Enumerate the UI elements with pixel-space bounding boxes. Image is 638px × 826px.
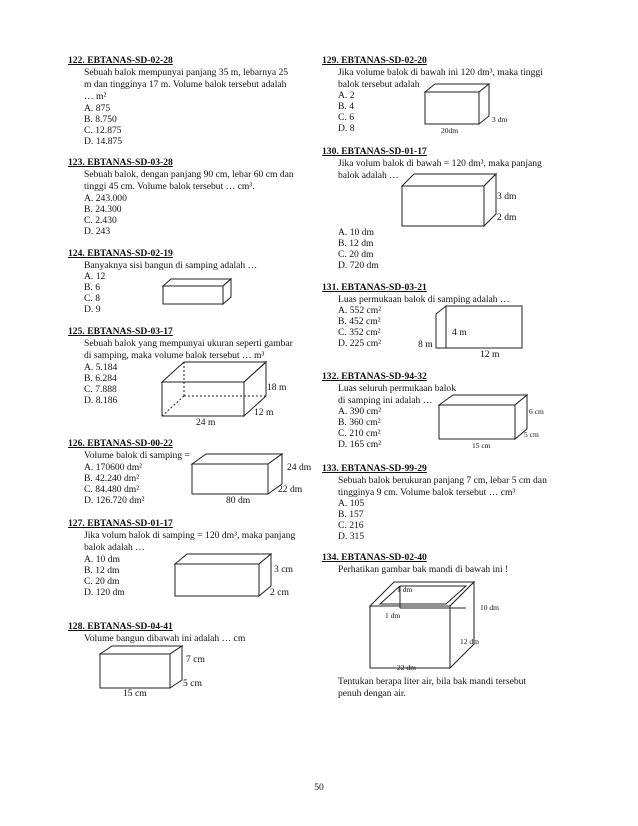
q126-option: C. 84.480 dm² — [84, 484, 140, 495]
page-number: 50 — [314, 782, 324, 793]
q125-option: A. 5.184 — [84, 362, 118, 373]
q131-length-label: 12 m — [480, 349, 500, 360]
q127-heading: 127. EBTANAS-SD-01-17 — [68, 518, 173, 529]
q130-option: A. 10 dm — [338, 227, 374, 238]
q133-option: D. 315 — [338, 531, 365, 542]
q128-length-label: 15 cm — [123, 688, 147, 699]
q130-option: B. 12 dm — [338, 238, 374, 249]
q123-option: C. 2.430 — [84, 215, 117, 226]
q131-option: C. 352 cm² — [338, 327, 381, 338]
q129-option: C. 6 — [338, 112, 354, 123]
q130-option: C. 20 dm — [338, 249, 374, 260]
q131-width-label: 8 m — [418, 339, 433, 350]
q132-option: D. 165 cm² — [338, 439, 382, 450]
cuboid-figure-q131 — [434, 304, 524, 350]
q133-option: A. 105 — [338, 498, 365, 509]
q124-option: D. 9 — [84, 304, 101, 315]
q127-option: C. 20 dm — [84, 576, 120, 587]
q134-line: penuh dengan air. — [338, 688, 406, 699]
q126-width-label: 22 dm — [278, 484, 303, 495]
q124-heading: 124. EBTANAS-SD-02-19 — [68, 248, 173, 259]
q133-heading: 133. EBTANAS-SD-99-29 — [322, 463, 427, 474]
q123-option: B. 24.300 — [84, 204, 122, 215]
q128-width-label: 5 cm — [183, 678, 202, 689]
q123-option: A. 243.000 — [84, 193, 127, 204]
q123-line: tinggi 45 cm. Volume balok tersebut … cm³. — [84, 181, 255, 192]
q126-length-label: 80 dm — [226, 495, 251, 506]
q125-length-label: 24 m — [196, 417, 216, 428]
q131-line: Luas permukaan balok di samping adalah … — [338, 294, 510, 305]
q122-option: D. 14.875 — [84, 136, 123, 147]
q126-heading: 126. EBTANAS-SD-00-22 — [68, 438, 173, 449]
q126-line: Volume balok di samping = — [84, 450, 190, 461]
q127-line: balok adalah … — [84, 542, 145, 553]
q129-length-label: 20dm — [441, 126, 459, 135]
q129-heading: 129. EBTANAS-SD-02-20 — [322, 55, 427, 66]
q130-option: D. 720 dm — [338, 260, 379, 271]
q132-line: di samping ini adalah … — [338, 395, 433, 406]
q133-option: C. 216 — [338, 520, 364, 531]
q132-height-label: 6 cm — [529, 407, 544, 416]
q133-option: B. 157 — [338, 509, 364, 520]
q126-height-label: 24 dm — [287, 462, 312, 473]
q133-line: tingginya 9 cm. Volume balok tersebut … cm³ — [338, 487, 516, 498]
q131-option: B. 452 cm² — [338, 316, 381, 327]
q129-option: B. 4 — [338, 101, 354, 112]
q127-option: B. 12 dm — [84, 565, 120, 576]
q132-heading: 132. EBTANAS-SD-94-32 — [322, 371, 427, 382]
q132-option: B. 360 cm² — [338, 417, 381, 428]
q125-line: di samping, maka volume balok tersebut … m³ — [84, 350, 265, 361]
q132-option: A. 390 cm² — [338, 406, 382, 417]
q130-heading: 130. EBTANAS-SD-01-17 — [322, 146, 427, 157]
q123-heading: 123. EBTANAS-SD-03-28 — [68, 157, 173, 168]
q131-heading: 131. EBTANAS-SD-03-21 — [322, 282, 427, 293]
q134-length-label: 22 dm — [397, 663, 416, 672]
q128-height-label: 7 cm — [186, 654, 205, 665]
q125-option: C. 7.888 — [84, 384, 117, 395]
q131-height-label: 4 m — [452, 327, 467, 338]
q129-option: D. 8 — [338, 123, 355, 134]
q132-length-label: 15 cm — [472, 441, 491, 450]
q126-option: B. 42.240 dm² — [84, 473, 140, 484]
q125-height-label: 18 m — [267, 382, 287, 393]
cuboid-figure-q127 — [173, 552, 273, 598]
q122-line: Sebuah balok mempunyai panjang 35 m, lebarnya 25 — [84, 67, 289, 78]
q130-height-label: 3 dm — [497, 191, 517, 202]
q126-option: D. 126.720 dm² — [84, 495, 145, 506]
q128-line: Volume bangun dibawah ini adalah … cm — [84, 633, 246, 644]
q125-option: B. 6.284 — [84, 373, 117, 384]
q125-width-label: 12 m — [254, 407, 274, 418]
q127-height-label: 3 cm — [274, 564, 293, 575]
bathtub-figure-q134 — [368, 578, 478, 670]
q134-wall-label: 1 dm — [385, 611, 401, 620]
q129-line: Jika volume balok di bawah ini 120 dm³, maka tinggi — [338, 67, 543, 78]
q131-option: A. 552 cm² — [338, 305, 382, 316]
cuboid-figure-q124 — [163, 278, 233, 306]
q122-heading: 122. EBTANAS-SD-02-28 — [68, 55, 173, 66]
cuboid-figure-q129 — [423, 82, 491, 126]
q127-width-label: 2 cm — [270, 587, 289, 598]
q127-line: Jika volum balok di samping = 120 dm³, maka panjang — [84, 530, 296, 541]
q134-line: Perhatikan gambar bak mandi di bawah ini ! — [338, 564, 509, 575]
q130-line: balok adalah … — [338, 170, 399, 181]
q132-option: C. 210 cm² — [338, 428, 381, 439]
q122-line: … m² — [84, 91, 107, 102]
q127-option: D. 120 dm — [84, 587, 125, 598]
q130-width-label: 2 dm — [497, 212, 517, 223]
q122-option: A. 875 — [84, 103, 111, 114]
q134-width-label: 12 dm — [460, 637, 479, 646]
q129-option: A. 2 — [338, 90, 355, 101]
q124-line: Banyaknya sisi bangun di samping adalah … — [84, 260, 258, 271]
q128-heading: 128. EBTANAS-SD-04-41 — [68, 621, 173, 632]
q134-heading: 134. EBTANAS-SD-02-40 — [322, 552, 427, 563]
q124-option: A. 12 — [84, 271, 106, 282]
q134-height-label: 10 dm — [480, 603, 499, 612]
q125-heading: 125. EBTANAS-SD-03-17 — [68, 326, 173, 337]
q124-option: C. 8 — [84, 293, 100, 304]
q127-option: A. 10 dm — [84, 554, 120, 565]
q122-line: m dan tingginya 17 m. Volume balok tersebut adalah — [84, 79, 287, 90]
q129-height-label: 3 dm — [492, 115, 508, 124]
q134-line: Tentukan berapa liter air, bila bak mandi tersebut — [338, 676, 527, 687]
q122-option: C. 12.875 — [84, 125, 122, 136]
q125-option: D. 8.186 — [84, 395, 118, 406]
cuboid-figure-q128 — [98, 644, 184, 690]
q125-line: Sebuah balok yang mempunyai ukuran seperti gambar — [84, 338, 293, 349]
q122-option: B. 8.750 — [84, 114, 117, 125]
cuboid-figure-q132 — [437, 393, 529, 441]
q123-line: Sebuah balok, dengan panjang 90 cm, lebar 60 cm dan — [84, 169, 294, 180]
q132-width-label: 5 cm — [524, 430, 539, 439]
q132-line: Luas seluruh permukaan balok — [338, 383, 457, 394]
q131-option: D. 225 cm² — [338, 338, 382, 349]
q129-line: balok tersebut adalah — [338, 79, 420, 90]
cuboid-figure-q130 — [400, 172, 498, 228]
q134-wall-label: 1 dm — [397, 585, 413, 594]
q130-line: Jika volum balok di bawah = 120 dm³, maka panjang — [338, 158, 542, 169]
cuboid-figure-q126 — [190, 452, 285, 496]
q126-option: A. 170600 dm² — [84, 462, 143, 473]
q133-line: Sebuah balok berukuran panjang 7 cm, lebar 5 cm dan — [338, 475, 547, 486]
q123-option: D. 243 — [84, 226, 111, 237]
q124-option: B. 6 — [84, 282, 100, 293]
